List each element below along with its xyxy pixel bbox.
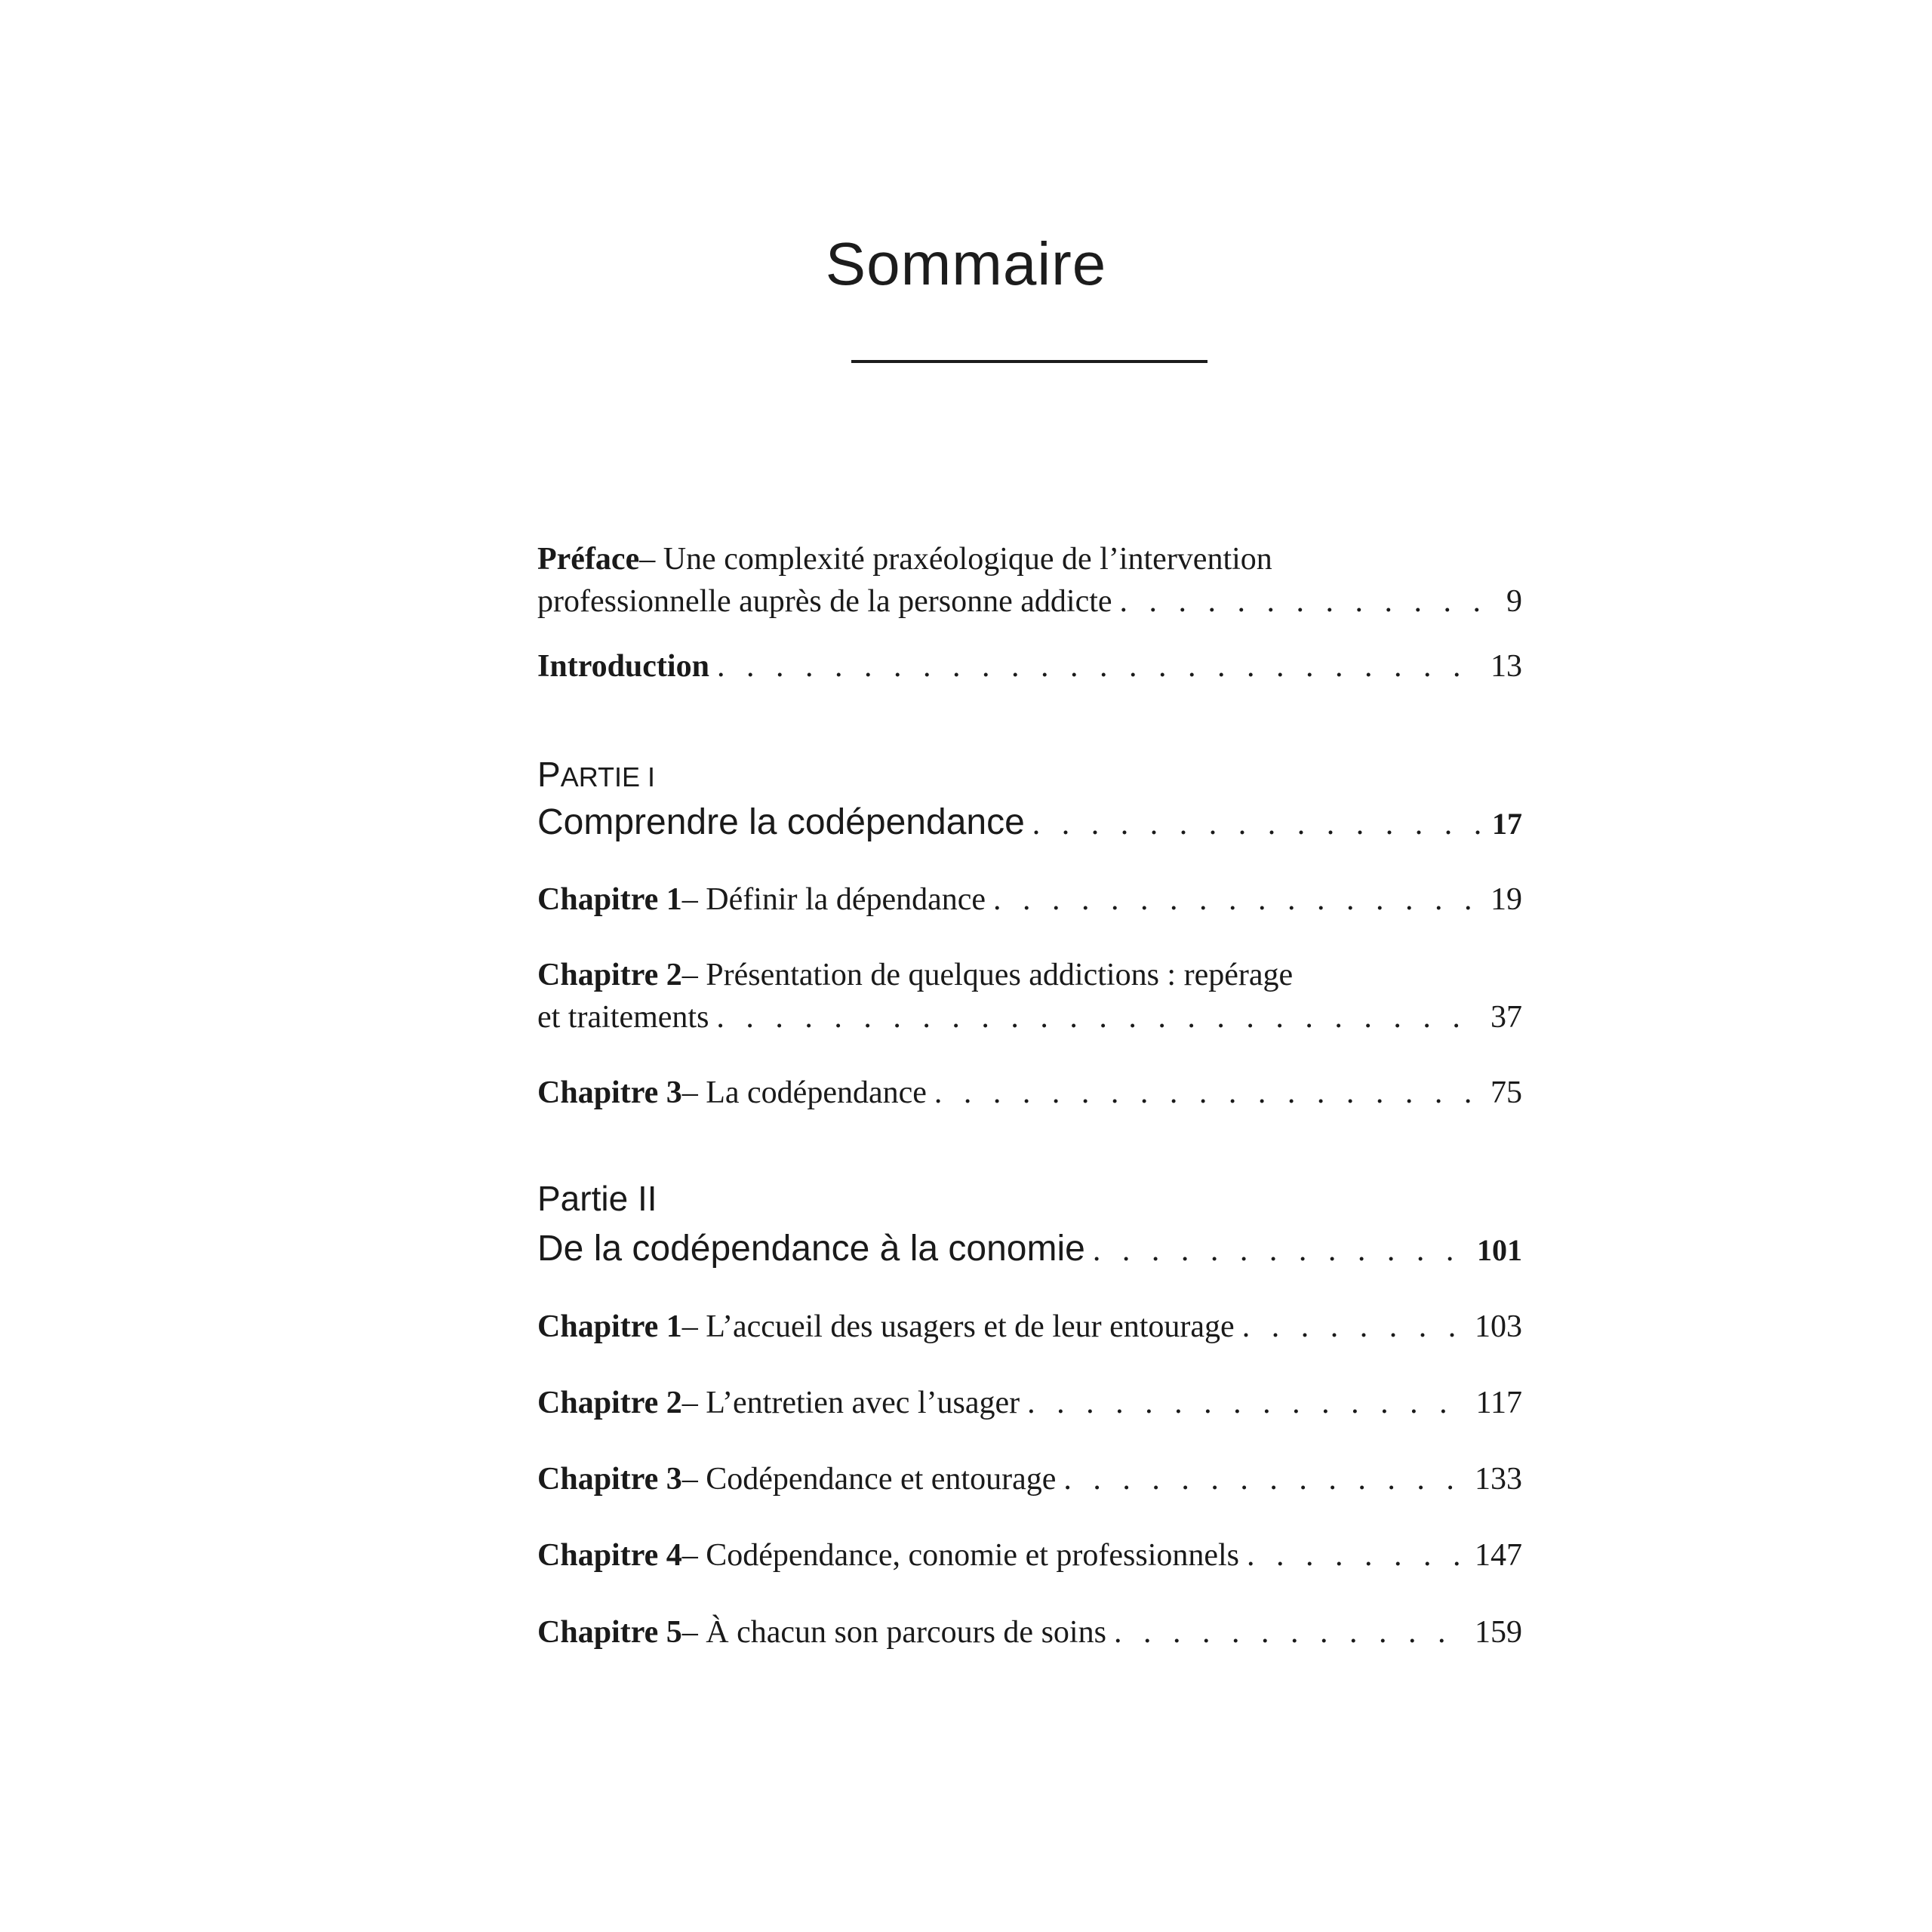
toc-entry-text-continued: professionnelle auprès de la personne addicte (537, 584, 1112, 619)
toc-entry-text: – Codépendance, conomie et professionnels (681, 1538, 1240, 1573)
part-title-text: Comprendre la codépendance (537, 802, 1025, 842)
toc-entry-chapter[interactable] (537, 1072, 1522, 1114)
toc-entry-text: – Définir la dépendance (681, 882, 986, 917)
toc-entry-chapter[interactable] (537, 954, 1522, 1038)
toc-page-number: 147 (1475, 1538, 1522, 1573)
page-title: Sommaire (825, 230, 1107, 297)
toc-entry-preface[interactable] (537, 538, 1522, 623)
toc-entry-lead: Chapitre 1 (537, 882, 682, 917)
toc-entry-chapter[interactable] (537, 1382, 1522, 1424)
dot-leader (1247, 1534, 1467, 1577)
toc-page-number: 101 (1477, 1233, 1522, 1267)
toc-entry-chapter[interactable] (537, 1306, 1522, 1348)
toc-entry-text: – Présentation de quelques addictions : repérage (681, 958, 1294, 992)
dot-leader (1093, 1226, 1469, 1275)
toc-entry-lead: Chapitre 5 (537, 1615, 682, 1650)
toc-page-number: 103 (1475, 1309, 1522, 1344)
dot-leader (1032, 800, 1484, 848)
toc-entry-introduction[interactable] (537, 645, 1522, 688)
toc-entry-text: – L’accueil des usagers et de leur entourage (681, 1309, 1235, 1344)
toc-entry-chapter[interactable] (537, 1458, 1522, 1500)
toc-page-number: 133 (1475, 1462, 1522, 1497)
toc-page-number: 37 (1491, 1000, 1522, 1035)
part-label-initial: P (537, 755, 561, 794)
toc-entry-text-continued: et traitements (537, 1000, 709, 1035)
dot-leader (1027, 1382, 1468, 1424)
dot-leader (717, 645, 1483, 688)
dot-leader (716, 996, 1483, 1038)
toc-entry-text: – La codépendance (681, 1075, 927, 1110)
toc-page-number: 75 (1491, 1075, 1522, 1110)
toc-page-number: 117 (1475, 1386, 1522, 1420)
part-label (537, 752, 655, 800)
title-underline (851, 360, 1208, 363)
toc-entry-lead: Chapitre 3 (537, 1462, 682, 1497)
toc-entry-lead: Chapitre 2 (537, 958, 682, 992)
toc-entry-lead: Chapitre 1 (537, 1309, 682, 1344)
dot-leader (1120, 580, 1499, 623)
toc-entry-lead: Préface (537, 542, 640, 577)
dot-leader (934, 1072, 1483, 1114)
toc-page-number: 13 (1491, 649, 1522, 684)
dot-leader (993, 878, 1483, 921)
toc-page-number: 17 (1492, 807, 1522, 841)
toc-entry-chapter[interactable] (537, 1534, 1522, 1577)
toc-part-title[interactable] (537, 1225, 1522, 1275)
dot-leader (1063, 1458, 1467, 1500)
toc-part-title[interactable] (537, 798, 1522, 848)
toc-entry-lead: Chapitre 3 (537, 1075, 682, 1110)
toc-entry-chapter[interactable] (537, 878, 1522, 921)
toc-entry-lead: Introduction (537, 649, 709, 684)
toc-entry-lead: Chapitre 4 (537, 1538, 682, 1573)
dot-leader (1242, 1306, 1467, 1348)
toc-page-number: 9 (1506, 584, 1522, 619)
toc-entry-text: – Une complexité praxéologique de l’intervention (639, 542, 1272, 577)
dot-leader (1114, 1611, 1467, 1654)
toc-entry-chapter[interactable] (537, 1611, 1522, 1654)
toc-page-number: 19 (1491, 882, 1522, 917)
part-label-rest: ARTIE I (560, 761, 656, 792)
toc-entry-lead: Chapitre 2 (537, 1386, 682, 1420)
part-label: Partie II (537, 1179, 657, 1218)
part-title-text: De la codépendance à la conomie (537, 1229, 1085, 1269)
toc-entry-text: – L’entretien avec l’usager (681, 1386, 1020, 1420)
toc-page-number: 159 (1475, 1615, 1522, 1650)
toc-entry-text: – Codépendance et entourage (681, 1462, 1057, 1497)
toc-entry-text: – À chacun son parcours de soins (681, 1615, 1106, 1650)
